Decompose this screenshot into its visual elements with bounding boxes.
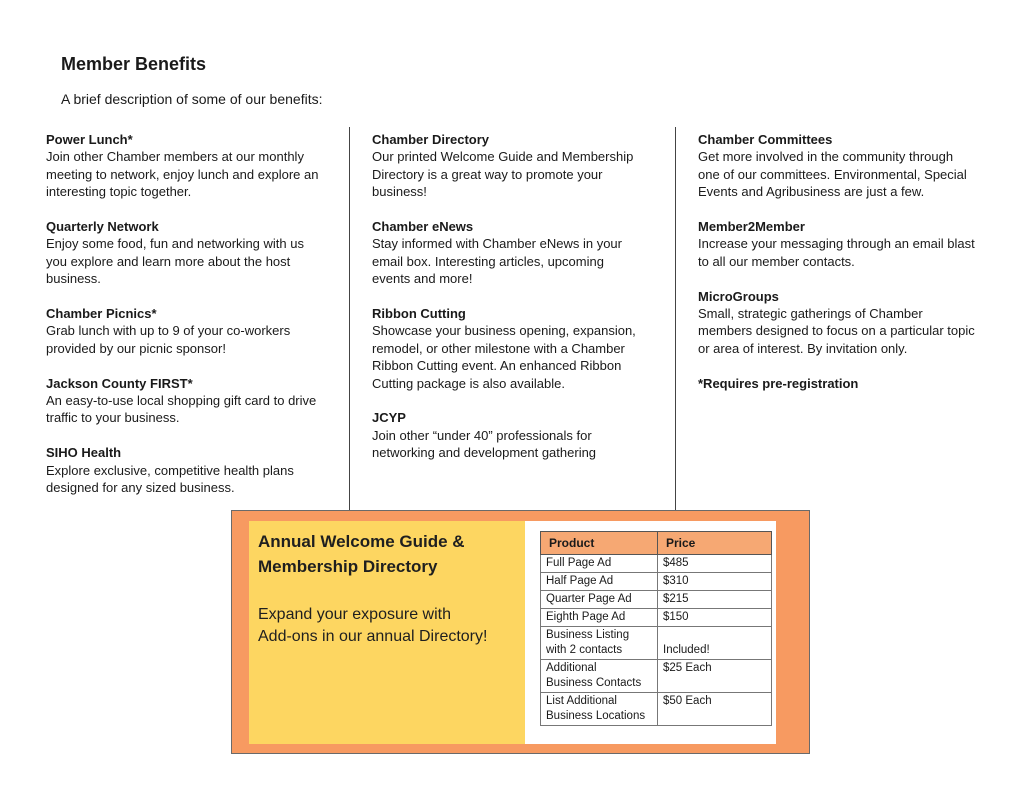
benefits-column-3 [698,131,1003,409]
benefit-description: Stay informed with Chamber eNews in your email box. Interesting articles, upcoming events and more! [372,236,622,287]
table-row [541,609,772,627]
price-cell: Included! [658,627,772,660]
benefit-heading: Quarterly Network [46,219,159,235]
benefit-item [46,444,346,496]
directory-promo-box [231,510,810,754]
price-cell: $215 [658,591,772,609]
header-price: Price [658,532,772,555]
benefit-heading: Ribbon Cutting [372,306,466,322]
product-cell: Half Page Ad [541,573,658,591]
pre-registration-note [698,375,1003,392]
table-row [541,555,772,573]
benefit-item [698,218,1003,270]
table-row [541,627,772,660]
benefit-description: Join other Chamber members at our monthly meeting to network, enjoy lunch and explore an interesting topic together. [46,149,319,200]
benefit-description: Join other “under 40” professionals for networking and development gathering [372,427,597,461]
table-row [541,573,772,591]
benefit-description: Enjoy some food, fun and networking with us you explore and learn more about the host business. [46,236,304,287]
table-row [541,660,772,693]
benefit-heading: Chamber eNews [372,219,474,235]
benefit-heading: Power Lunch* [46,132,133,147]
page-title: Member Benefits [61,54,207,74]
benefit-description: Small, strategic gatherings of Chamber members designed to focus on a particular topic or area of interest. By invitation only. [698,306,975,356]
benefit-description: Increase your messaging through an email blast to all our member contacts. [698,236,975,269]
benefit-item [372,131,657,201]
pricing-header-row [541,532,772,555]
product-cell: Business Listing with 2 contacts [541,627,658,660]
benefits-column-1 [46,131,346,514]
benefit-heading: *Requires pre-registration [698,375,859,391]
benefit-description: An easy-to-use local shopping gift card to drive traffic to your business. [46,393,317,426]
table-row [541,591,772,609]
benefit-heading: Jackson County FIRST* [46,375,193,391]
column-divider [349,127,350,511]
benefit-heading: SIHO Health [46,445,122,461]
header-product: Product [541,532,658,555]
price-cell: $50 Each [658,693,772,726]
benefit-item [46,305,346,357]
benefits-column-2 [372,131,657,479]
benefit-description: Grab lunch with up to 9 of your co-workers provided by our picnic sponsor! [46,323,291,356]
benefit-item [372,409,657,461]
benefit-heading: Chamber Committees [698,132,833,147]
promo-inner-panel [249,521,776,744]
price-cell: $25 Each [658,660,772,693]
price-cell: $310 [658,573,772,591]
product-cell: List Additional Business Locations [541,693,658,726]
table-row [541,693,772,726]
benefit-description: Our printed Welcome Guide and Membership Directory is a great way to promote your business! [372,149,634,200]
benefit-item [46,375,346,427]
product-cell: Eighth Page Ad [541,609,658,627]
benefit-description: Get more involved in the community through one of our committees. Environmental, Special Events and Agribusiness are just a few. [698,149,967,200]
benefit-heading: MicroGroups [698,288,779,304]
product-cell: Quarter Page Ad [541,591,658,609]
benefit-item [46,218,346,288]
benefit-description: Showcase your business opening, expansion, remodel, or other milestone with a Chamber Ribbon Cutting event. An enhanced Ribbon Cutting package is also available. [372,323,636,391]
benefit-heading: JCYP [372,410,406,426]
benefit-description: Explore exclusive, competitive health plans designed for any sized business. [46,462,294,496]
benefit-item [372,305,657,392]
column-divider [675,127,676,511]
product-cell: Full Page Ad [541,555,658,573]
benefit-item [698,131,1003,201]
page-subtitle: A brief description of some of our benefits: [61,91,323,107]
benefit-item [46,131,346,201]
benefit-item [698,288,1003,358]
pricing-table [540,531,772,726]
price-cell: $150 [658,609,772,627]
benefit-heading: Member2Member [698,219,805,235]
promo-highlight-panel [249,521,525,744]
benefit-item [372,218,657,288]
price-cell: $485 [658,555,772,573]
benefit-heading: Chamber Picnics* [46,306,157,322]
benefit-heading: Chamber Directory [372,132,490,147]
promo-text: Expand your exposure with Add-ons in our annual Directory! [258,606,488,645]
product-cell: Additional Business Contacts [541,660,658,693]
promo-heading: Annual Welcome Guide & Membership Directory [258,532,465,576]
